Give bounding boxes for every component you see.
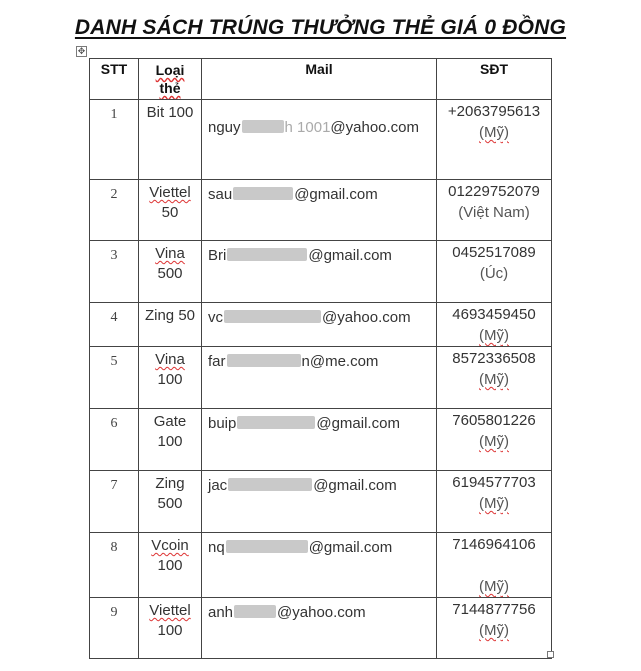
table-move-handle-icon[interactable]: ✥ [77, 46, 86, 56]
redaction-block [234, 605, 276, 618]
row-phone [437, 409, 552, 471]
phone-number: 7146964106 [452, 536, 536, 553]
phone-country: (Mỹ) [479, 371, 509, 388]
document-title: DANH SÁCH TRÚNG THƯỞNG THẺ GIÁ 0 ĐỒNG [74, 16, 567, 39]
phone-number: 01229752079 [448, 183, 540, 200]
redaction-block [228, 478, 312, 491]
row-mail [202, 100, 437, 180]
row-phone [437, 241, 552, 303]
phone-country: (Mỹ) [479, 622, 509, 639]
card-type-line2: 500 [157, 495, 183, 512]
row-stt: 5 [90, 347, 139, 409]
redaction-block [226, 540, 308, 553]
redaction-block [227, 354, 301, 367]
mail-prefix: jac [208, 477, 228, 494]
table-row [90, 100, 552, 180]
mail-domain: @gmail.com [313, 477, 397, 494]
table-resize-handle[interactable] [547, 651, 554, 658]
phone-country: (Mỹ) [479, 433, 509, 450]
winners-table [89, 58, 552, 659]
table-row [90, 347, 552, 409]
mail-domain: n@me.com [301, 353, 379, 370]
row-mail [202, 303, 437, 347]
row-card-type [139, 471, 202, 533]
mail-domain: @yahoo.com [330, 119, 420, 136]
phone-number: 0452517089 [452, 244, 536, 261]
row-phone [437, 347, 552, 409]
card-type-line1: Vcoin [151, 537, 189, 554]
row-stt: 6 [90, 409, 139, 471]
row-mail [202, 598, 437, 659]
mail-domain: @yahoo.com [277, 604, 366, 621]
phone-country: (Việt Nam) [458, 204, 530, 221]
table-row [90, 409, 552, 471]
card-type-line1: Gate [153, 413, 187, 430]
row-stt: 1 [90, 100, 139, 180]
row-stt: 4 [90, 303, 139, 347]
card-type-line1: Vina [155, 245, 185, 262]
card-type-line1: Zing 50 [144, 307, 196, 324]
row-phone [437, 471, 552, 533]
row-card-type [139, 598, 202, 659]
card-type-line2: 500 [157, 265, 183, 282]
redaction-block [242, 120, 284, 133]
row-card-type [139, 241, 202, 303]
card-type-line1: Zing [155, 475, 185, 492]
table-row [90, 180, 552, 241]
redaction-block [227, 248, 307, 261]
phone-country: (Mỹ) [479, 495, 509, 512]
mail-prefix: nq [208, 539, 225, 556]
card-type-line1: Bit 100 [146, 104, 194, 121]
row-phone [437, 303, 552, 347]
row-mail [202, 409, 437, 471]
header-card-type-line1: Loại [155, 62, 185, 78]
phone-number: 7144877756 [452, 601, 536, 618]
header-card-type-line2: thẻ [159, 80, 181, 96]
row-stt: 3 [90, 241, 139, 303]
redaction-block [224, 310, 321, 323]
row-phone [437, 533, 552, 598]
row-card-type [139, 347, 202, 409]
row-stt: 7 [90, 471, 139, 533]
mail-domain: @gmail.com [308, 539, 393, 556]
mail-domain: @gmail.com [308, 247, 392, 264]
header-phone: SĐT [437, 59, 552, 100]
table-row [90, 241, 552, 303]
table-row [90, 533, 552, 598]
mail-prefix: anh [208, 604, 234, 621]
phone-number: 4693459450 [452, 306, 536, 323]
mail-domain: @gmail.com [294, 186, 378, 203]
phone-number: 6194577703 [452, 474, 536, 491]
phone-number: 8572336508 [452, 350, 536, 367]
phone-number: +2063795613 [447, 103, 541, 120]
card-type-line1: Viettel [149, 602, 191, 619]
header-stt: STT [90, 59, 139, 100]
mail-prefix: buip [208, 415, 237, 432]
phone-number: 7605801226 [452, 412, 536, 429]
redaction-block [233, 187, 293, 200]
card-type-line2: 50 [161, 204, 179, 221]
mail-prefix: vc [208, 309, 223, 326]
row-card-type [139, 100, 202, 180]
card-type-line1: Viettel [149, 184, 191, 201]
redaction-block [237, 416, 315, 429]
phone-country: (Mỹ) [479, 578, 509, 595]
row-stt: 8 [90, 533, 139, 598]
row-card-type [139, 180, 202, 241]
card-type-line2: 100 [157, 622, 183, 639]
row-stt: 2 [90, 180, 139, 241]
row-card-type [139, 303, 202, 347]
row-phone [437, 598, 552, 659]
header-mail: Mail [202, 59, 437, 100]
row-phone [437, 180, 552, 241]
card-type-line2: 100 [157, 433, 183, 450]
mail-prefix: sau [208, 186, 233, 203]
table-row [90, 471, 552, 533]
row-mail [202, 533, 437, 598]
table-header-row [90, 59, 552, 100]
header-card-type [139, 59, 202, 100]
row-mail [202, 180, 437, 241]
row-mail [202, 241, 437, 303]
phone-country: (Úc) [479, 265, 509, 282]
phone-country: (Mỹ) [479, 124, 509, 141]
mail-prefix: nguy [208, 119, 241, 136]
table-row [90, 598, 552, 659]
table-row [90, 303, 552, 347]
mail-prefix: Bri [208, 247, 227, 264]
row-mail [202, 471, 437, 533]
mail-domain: @yahoo.com [322, 309, 411, 326]
row-mail [202, 347, 437, 409]
row-stt: 9 [90, 598, 139, 659]
phone-country: (Mỹ) [479, 327, 509, 344]
card-type-line2: 100 [157, 557, 183, 574]
card-type-line1: Vina [155, 351, 185, 368]
mail-domain: @gmail.com [316, 415, 400, 432]
card-type-line2: 100 [157, 371, 183, 388]
mail-prefix: far [208, 353, 226, 370]
row-card-type [139, 533, 202, 598]
row-card-type [139, 409, 202, 471]
mail-faint: h 1001 [284, 119, 331, 136]
row-phone [437, 100, 552, 180]
